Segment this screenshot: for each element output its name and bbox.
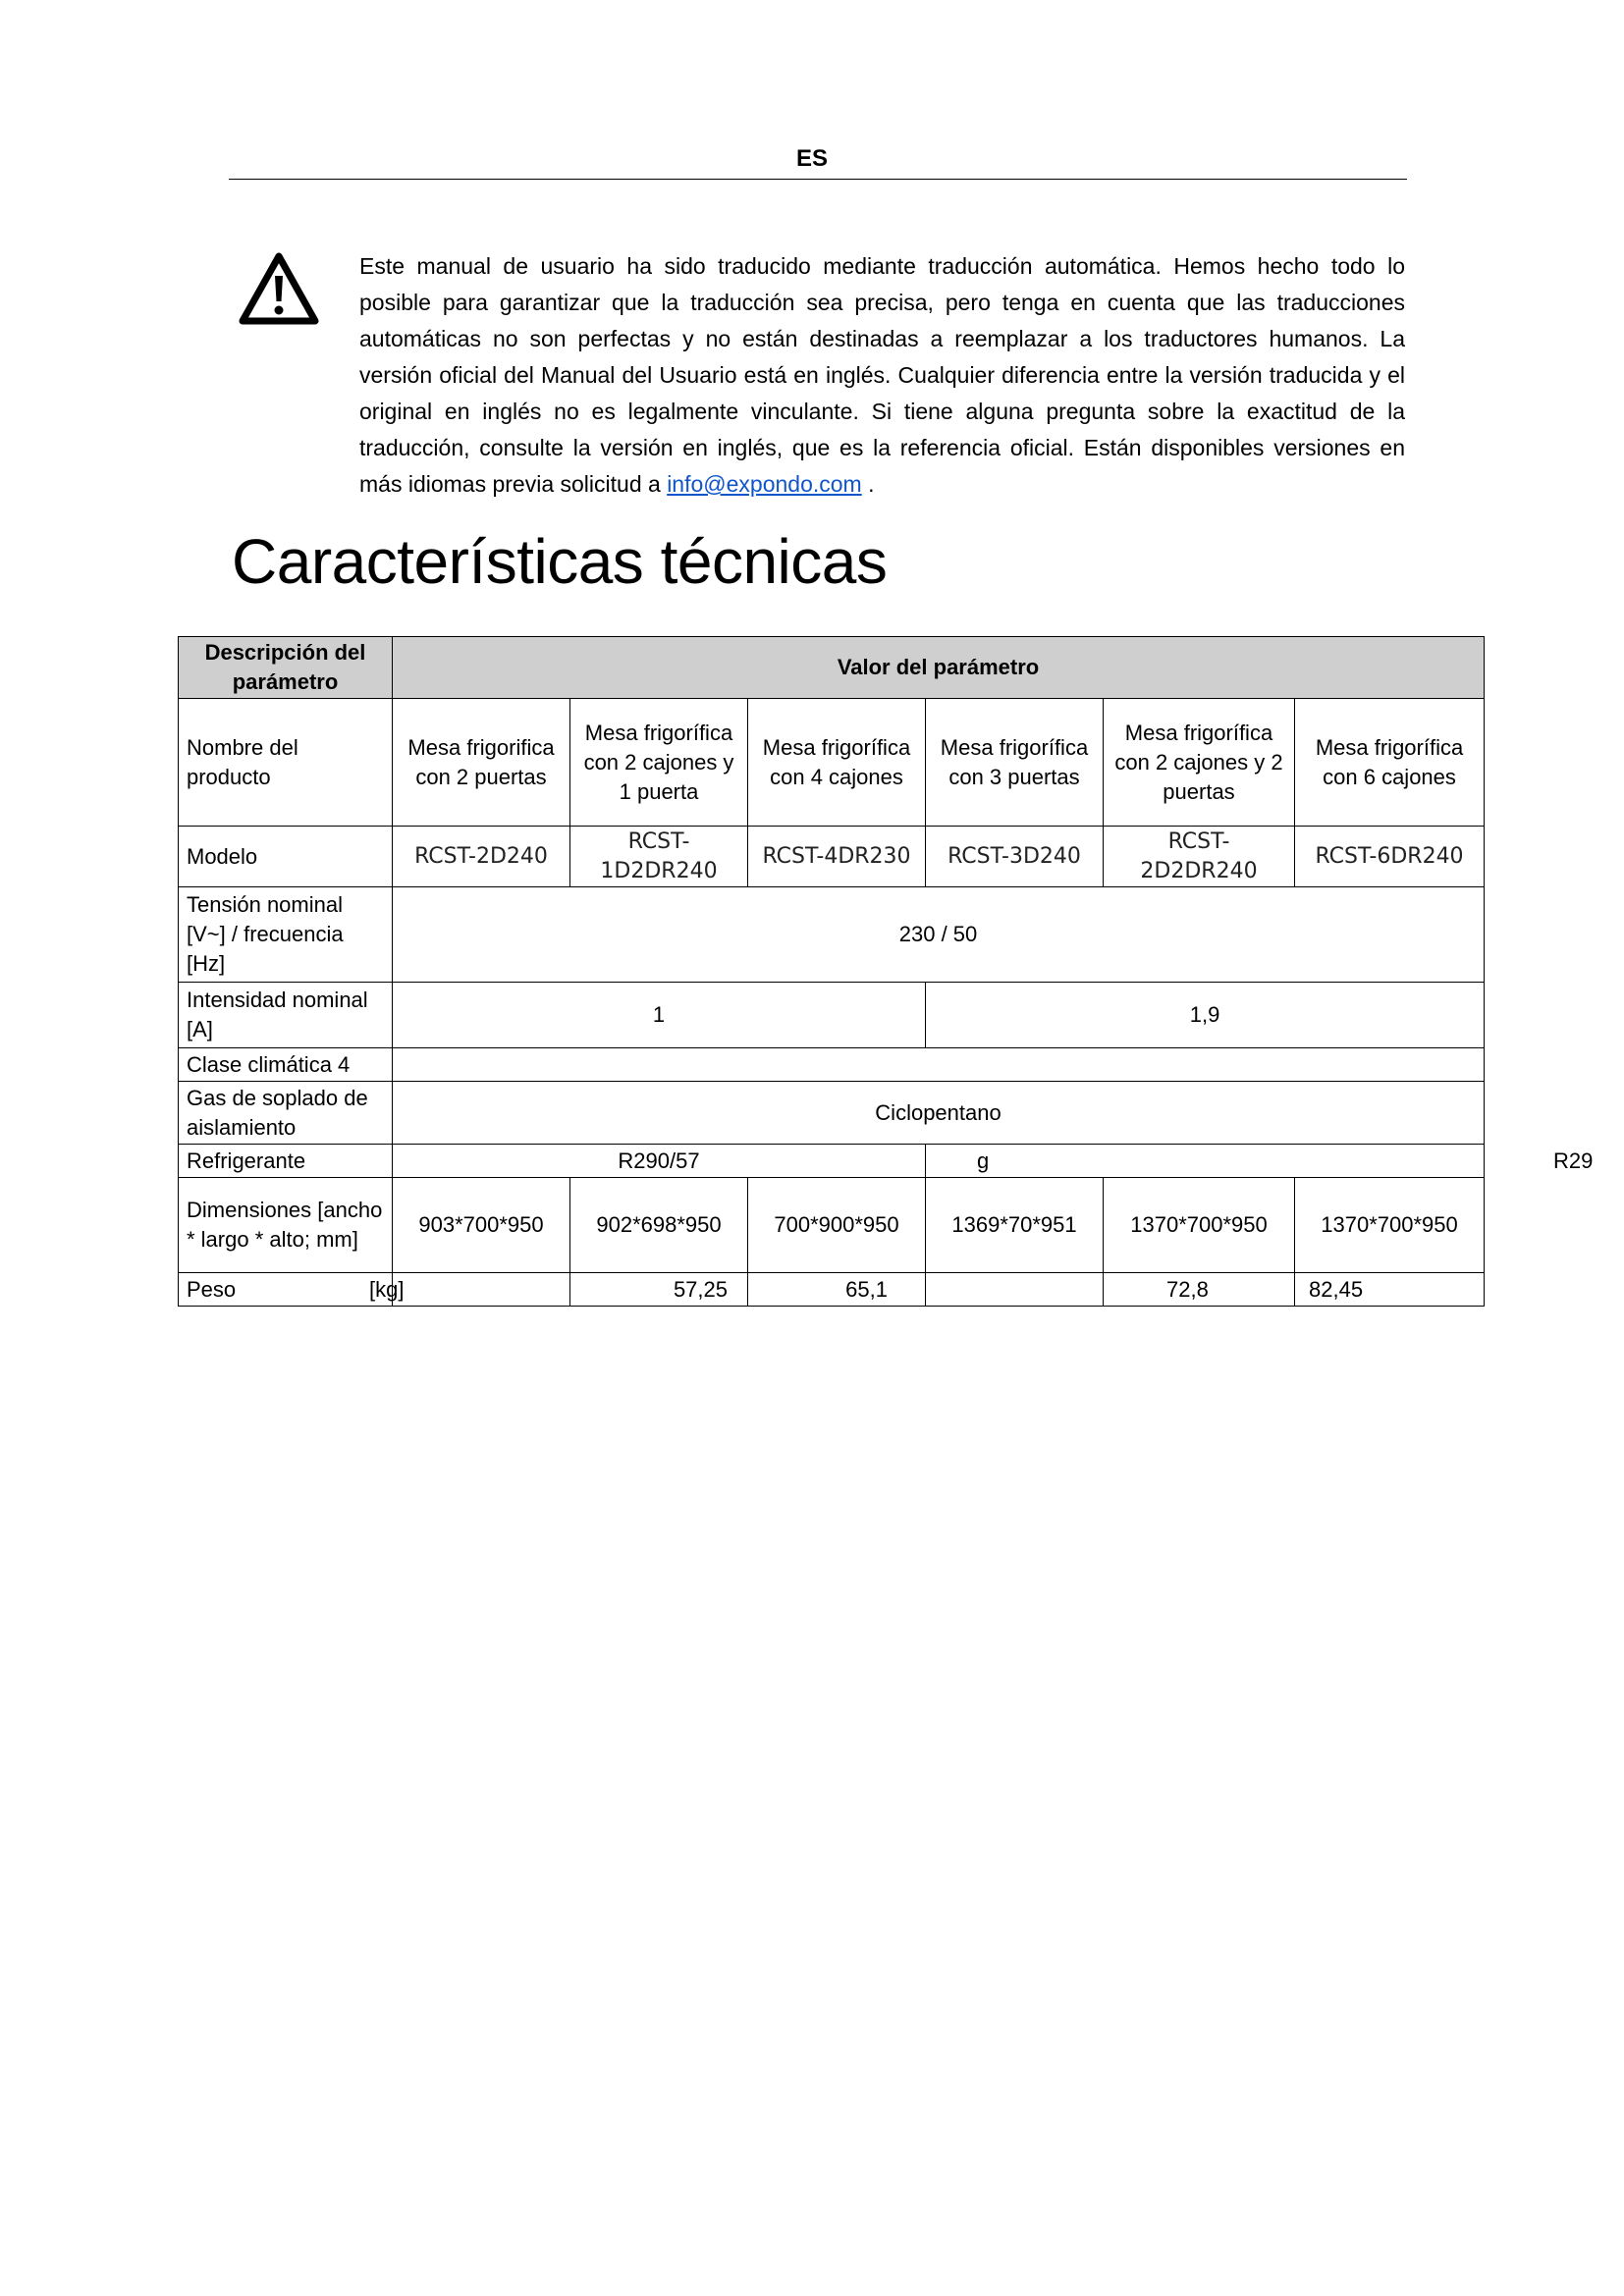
refrigerant-value-b: g xyxy=(926,1145,1485,1178)
model-code: RCST-3D240 xyxy=(926,827,1104,887)
row-label-product: Nombre del producto xyxy=(179,699,393,827)
climate-value xyxy=(393,1048,1485,1082)
model-code: RCST-1D2DR240 xyxy=(570,827,748,887)
weight-value xyxy=(926,1273,1104,1307)
row-label-model: Modelo xyxy=(179,827,393,887)
weight-label: Peso xyxy=(187,1276,237,1302)
model-code: RCST-2D2DR240 xyxy=(1104,827,1295,887)
header-description: Descripción del parámetro xyxy=(179,637,393,699)
weight-value: 65,1 xyxy=(748,1273,926,1307)
header-value: Valor del parámetro xyxy=(393,637,1485,699)
product-name: Mesa frigorífica con 3 puertas xyxy=(926,699,1104,827)
row-label-climate: Clase climática 4 xyxy=(179,1048,393,1082)
notice-text: Este manual de usuario ha sido traducido mediante traducción automática. Hemos hecho todo lo posible para garantizar que la traducción sea precisa, pero tenga en cuenta que las traducciones automáticas no son perfectas y no están destinadas a reemplazar a los traductores humanos. La versión oficial del Manual del Usuario está en inglés. Cualquier diferencia entre la versión traducida y el original en inglés no es legalmente vinculante. Si tiene alguna pregunta sobre la exactitud de la traducción, consulte la versión en inglés, que es la referencia oficial. Están disponibles versiones en más idiomas previa solicitud a xyxy=(359,253,1405,497)
refrigerant-value-a: R290/57 xyxy=(393,1145,926,1178)
weight-value: 82,45 xyxy=(1295,1273,1485,1307)
table-header-row xyxy=(179,637,1485,699)
dimension-value: 700*900*950 xyxy=(748,1178,926,1273)
product-name: Mesa frigorífica con 4 cajones xyxy=(748,699,926,827)
current-value-b: 1,9 xyxy=(926,983,1485,1048)
product-name: Mesa frigorifica con 2 puertas xyxy=(393,699,570,827)
weight-value: 72,8 xyxy=(1104,1273,1295,1307)
dimension-value: 1369*70*951 xyxy=(926,1178,1104,1273)
weight-unit: [kg] xyxy=(369,1276,405,1302)
page-title: Características técnicas xyxy=(232,526,888,597)
weight-row xyxy=(179,1273,1485,1307)
weight-value: 57,25 xyxy=(570,1273,748,1307)
dimension-value: 1370*700*950 xyxy=(1295,1178,1485,1273)
current-row xyxy=(179,983,1485,1048)
notice-end: . xyxy=(861,471,875,497)
product-name: Mesa frigorífica con 2 cajones y 1 puerta xyxy=(570,699,748,827)
row-label-refrigerant: Refrigerante xyxy=(179,1145,393,1178)
row-label-weight xyxy=(179,1273,405,1307)
model-code: RCST-4DR230 xyxy=(748,827,926,887)
dimension-value: 1370*700*950 xyxy=(1104,1178,1295,1273)
email-link[interactable]: info@expondo.com xyxy=(667,471,862,497)
dimension-value: 902*698*950 xyxy=(570,1178,748,1273)
row-label-current: Intensidad nominal [A] xyxy=(179,983,393,1048)
voltage-row xyxy=(179,887,1485,983)
product-name: Mesa frigorífica con 6 cajones xyxy=(1295,699,1485,827)
current-value-a: 1 xyxy=(393,983,926,1048)
language-code: ES xyxy=(795,145,828,172)
row-label-gas: Gas de soplado de aislamiento xyxy=(179,1082,393,1145)
voltage-value: 230 / 50 xyxy=(393,887,1485,983)
gas-row xyxy=(179,1082,1485,1145)
translation-notice xyxy=(359,248,1405,503)
refrigerant-overflow: R29 xyxy=(1553,1148,1593,1173)
dimensions-row xyxy=(179,1178,1485,1273)
product-row xyxy=(179,699,1485,827)
dimension-value: 903*700*950 xyxy=(393,1178,570,1273)
model-row xyxy=(179,827,1485,887)
climate-row xyxy=(179,1048,1485,1082)
row-label-dimensions: Dimensiones [ancho * largo * alto; mm] xyxy=(179,1178,393,1273)
weight-value xyxy=(393,1273,570,1307)
model-code: RCST-6DR240 xyxy=(1295,827,1485,887)
product-name: Mesa frigorífica con 2 cajones y 2 puertas xyxy=(1104,699,1295,827)
model-code: RCST-2D240 xyxy=(393,827,570,887)
header-divider xyxy=(229,179,1407,180)
gas-value: Ciclopentano xyxy=(393,1082,1485,1145)
row-label-voltage: Tensión nominal [V~] / frecuencia [Hz] xyxy=(179,887,393,983)
warning-icon xyxy=(238,250,320,327)
specs-table xyxy=(178,636,1485,1307)
refrigerant-row xyxy=(179,1145,1485,1178)
